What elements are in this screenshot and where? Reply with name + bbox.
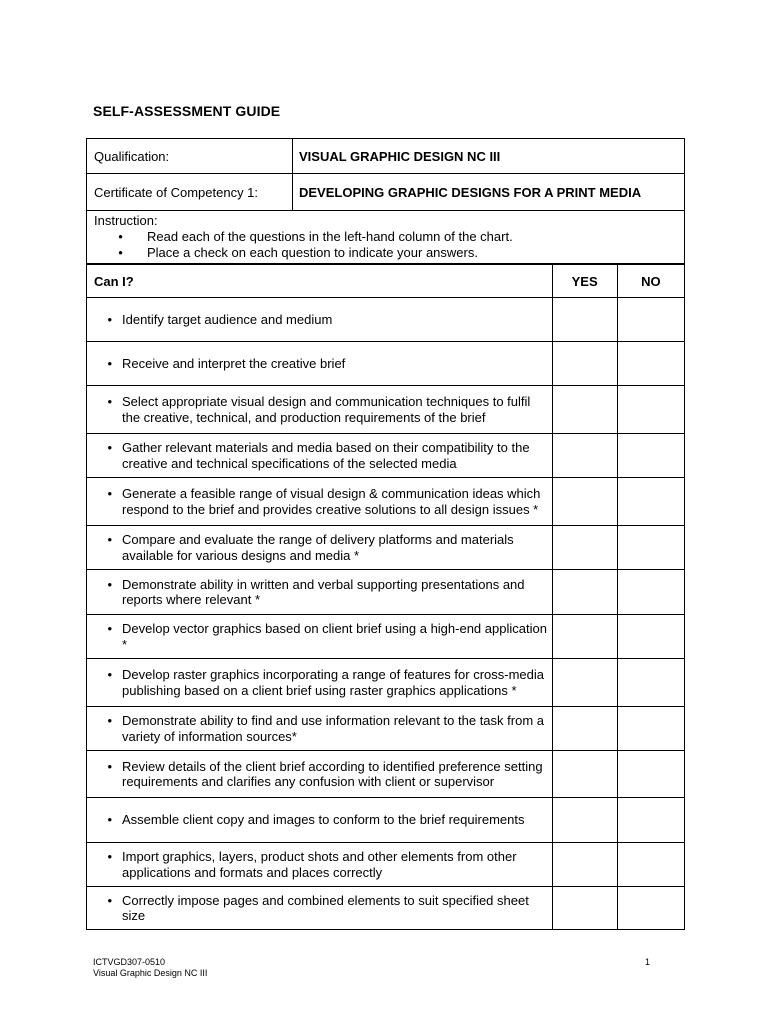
question-text: Gather relevant materials and media based on their compatibility to the creative and technical specifications of the selected media [122, 440, 530, 471]
question-text: Demonstrate ability in written and verbal supporting presentations and reports where relevant * [122, 576, 525, 607]
page-title: SELF-ASSESSMENT GUIDE [93, 103, 281, 119]
question-text: Demonstrate ability to find and use information relevant to the task from a variety of information sources* [122, 713, 544, 744]
table-row [87, 887, 685, 930]
questions-table [86, 264, 685, 930]
table-header-row [87, 265, 685, 298]
question-cell [87, 659, 553, 707]
no-checkbox-cell[interactable] [617, 615, 684, 659]
yes-checkbox-cell[interactable] [552, 751, 617, 798]
column-header-no: NO [617, 265, 684, 298]
instruction-cell [87, 211, 685, 264]
question-text: Review details of the client brief according to identified preference setting requirements and clarifies any confusion with client or supervisor [122, 758, 543, 789]
yes-checkbox-cell[interactable] [552, 707, 617, 751]
coc-label: Certificate of Competency 1: [87, 174, 293, 211]
question-cell [87, 386, 553, 434]
bullet-icon: • [107, 394, 112, 409]
bullet-icon: • [118, 229, 123, 244]
yes-checkbox-cell[interactable] [552, 386, 617, 434]
bullet-icon: • [107, 892, 112, 908]
question-cell [87, 434, 553, 478]
bullet-icon: • [107, 576, 112, 592]
table-row [87, 342, 685, 386]
yes-checkbox-cell[interactable] [552, 798, 617, 843]
question-text: Generate a feasible range of visual design & communication ideas which respond to the brief and provides creative solutions to all design issues * [122, 486, 541, 517]
bullet-icon: • [107, 355, 112, 371]
table-row [87, 798, 685, 843]
bullet-icon: • [107, 440, 112, 455]
table-row [87, 386, 685, 434]
instruction-bullet [94, 229, 677, 245]
question-text: Receive and interpret the creative brief [122, 355, 346, 371]
no-checkbox-cell[interactable] [617, 386, 684, 434]
no-checkbox-cell[interactable] [617, 298, 684, 342]
yes-checkbox-cell[interactable] [552, 478, 617, 526]
question-text: Import graphics, layers, product shots and other elements from other applications and formats and places correctly [122, 849, 517, 880]
yes-checkbox-cell[interactable] [552, 887, 617, 930]
bullet-icon: • [107, 667, 112, 682]
question-cell [87, 887, 553, 930]
qualification-label: Qualification: [87, 139, 293, 174]
yes-checkbox-cell[interactable] [552, 659, 617, 707]
question-text: Compare and evaluate the range of delivery platforms and materials available for various designs and media * [122, 532, 514, 563]
bullet-icon: • [107, 486, 112, 501]
question-text: Develop raster graphics incorporating a range of features for cross-media publishing based on a client brief using raster graphics applications * [122, 667, 544, 698]
instruction-bullet [94, 245, 677, 261]
question-cell [87, 478, 553, 526]
no-checkbox-cell[interactable] [617, 526, 684, 570]
question-text: Correctly impose pages and combined elements to suit specified sheet size [122, 892, 529, 923]
question-cell [87, 798, 553, 843]
bullet-icon: • [107, 758, 112, 774]
yes-checkbox-cell[interactable] [552, 526, 617, 570]
no-checkbox-cell[interactable] [617, 707, 684, 751]
question-text: Develop vector graphics based on client brief using a high-end application * [122, 621, 547, 652]
question-cell [87, 526, 553, 570]
page-number: 1 [645, 957, 651, 967]
table-row [87, 615, 685, 659]
footer-code: ICTVGD307-0510 [93, 957, 166, 967]
no-checkbox-cell[interactable] [617, 887, 684, 930]
bullet-icon: • [107, 532, 112, 547]
question-cell [87, 615, 553, 659]
column-header-yes: YES [552, 265, 617, 298]
no-checkbox-cell[interactable] [617, 342, 684, 386]
bullet-icon: • [107, 311, 112, 327]
table-row [87, 707, 685, 751]
yes-checkbox-cell[interactable] [552, 570, 617, 615]
bullet-icon: • [107, 849, 112, 864]
bullet-icon: • [107, 713, 112, 728]
question-cell [87, 570, 553, 615]
no-checkbox-cell[interactable] [617, 570, 684, 615]
table-row [87, 751, 685, 798]
yes-checkbox-cell[interactable] [552, 615, 617, 659]
question-cell [87, 342, 553, 386]
table-row [87, 659, 685, 707]
no-checkbox-cell[interactable] [617, 843, 684, 887]
bullet-icon: • [118, 245, 123, 260]
yes-checkbox-cell[interactable] [552, 434, 617, 478]
yes-checkbox-cell[interactable] [552, 342, 617, 386]
instruction-text: Read each of the questions in the left-hand column of the chart. [147, 229, 513, 244]
yes-checkbox-cell[interactable] [552, 843, 617, 887]
bullet-icon: • [107, 621, 112, 636]
footer-left [93, 957, 207, 979]
table-row [87, 526, 685, 570]
no-checkbox-cell[interactable] [617, 751, 684, 798]
question-text: Select appropriate visual design and communication techniques to fulfil the creative, technical, and production requirements of the brief [122, 394, 531, 425]
instruction-text: Place a check on each question to indicate your answers. [147, 245, 478, 260]
no-checkbox-cell[interactable] [617, 659, 684, 707]
table-row [87, 298, 685, 342]
table-row [87, 570, 685, 615]
coc-value: DEVELOPING GRAPHIC DESIGNS FOR A PRINT MEDIA [293, 174, 685, 211]
question-text: Identify target audience and medium [122, 311, 333, 327]
column-header-question: Can I? [87, 265, 553, 298]
no-checkbox-cell[interactable] [617, 434, 684, 478]
yes-checkbox-cell[interactable] [552, 298, 617, 342]
question-cell [87, 298, 553, 342]
qualification-value: VISUAL GRAPHIC DESIGN NC III [293, 139, 685, 174]
header-table [86, 138, 685, 264]
question-cell [87, 843, 553, 887]
instruction-label: Instruction: [94, 213, 158, 228]
footer-subtitle: Visual Graphic Design NC III [93, 968, 208, 978]
question-text: Assemble client copy and images to conform to the brief requirements [122, 812, 525, 828]
table-row [87, 843, 685, 887]
no-checkbox-cell[interactable] [617, 478, 684, 526]
table-row [87, 434, 685, 478]
no-checkbox-cell[interactable] [617, 798, 684, 843]
question-cell [87, 751, 553, 798]
question-cell [87, 707, 553, 751]
bullet-icon: • [107, 812, 112, 828]
table-row [87, 478, 685, 526]
